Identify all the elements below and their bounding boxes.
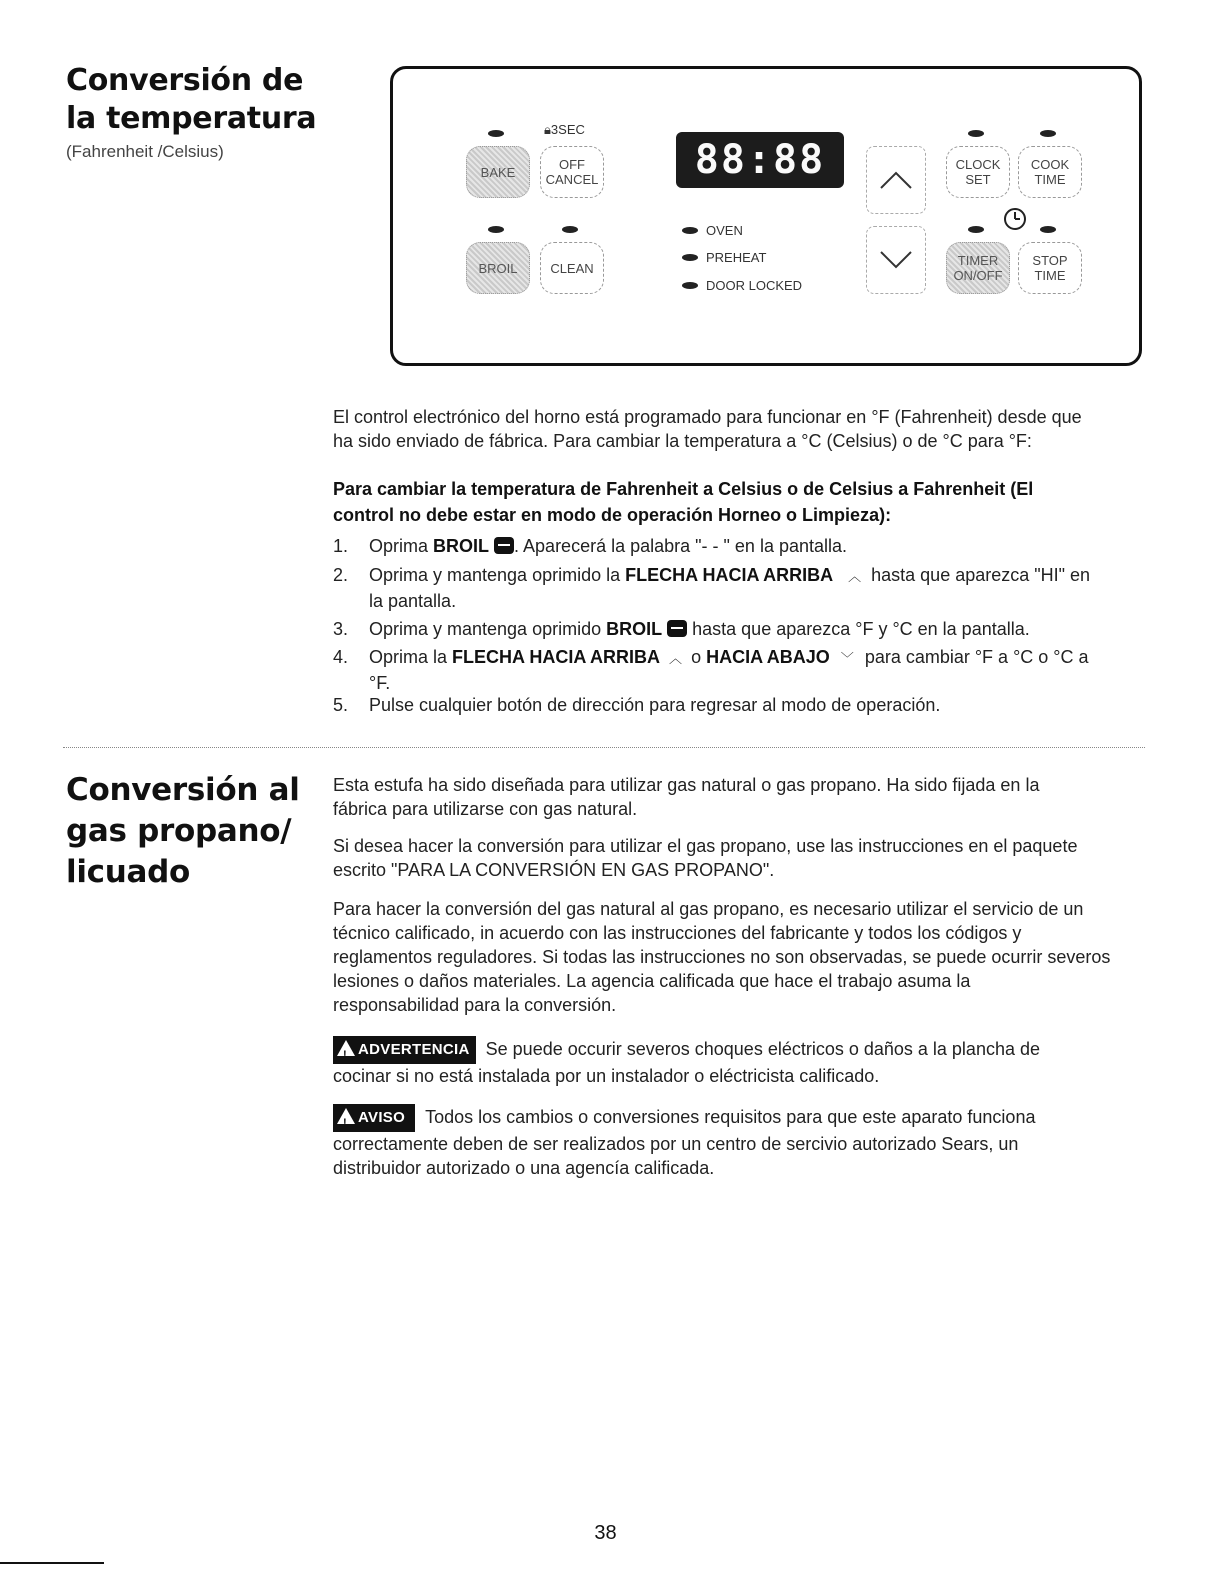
clean-indicator-led — [562, 226, 578, 233]
warning-badge: !ADVERTENCIA — [333, 1036, 476, 1064]
warning-block: !ADVERTENCIA Se puede occurir severos choques eléctricos o daños a la plancha de cocinar si no está instalada por un instalador o eléctricista calificado. — [333, 1036, 1143, 1088]
step-number: 3. — [333, 619, 349, 639]
step-2: 2. Oprima y mantenga oprimido la FLECHA HACIA ARRIBA ︿ hasta que aparezca "HI" en la pantalla. — [333, 565, 1091, 611]
stop-time-button[interactable]: STOP TIME — [1018, 242, 1082, 294]
propane-paragraph-2: Si desea hacer la conversión para utilizar el gas propano, use las instrucciones en el paquete escrito "PARA LA CONVERSIÓN EN GAS PROPANO". — [333, 836, 1078, 880]
intro-line: El control electrónico del horno está programado para funcionar en °F (Fahrenheit) desde que — [333, 407, 1082, 427]
status-oven: OVEN — [682, 223, 743, 238]
step-number: 2. — [333, 565, 349, 585]
clean-button[interactable]: CLEAN — [540, 242, 604, 294]
warning-triangle-icon — [337, 1108, 355, 1124]
timer-indicator-led — [968, 226, 984, 233]
title-line: la temperatura — [66, 101, 317, 136]
clock-icon — [1002, 206, 1028, 232]
status-door-locked: DOOR LOCKED — [682, 278, 802, 293]
title-line: licuado — [66, 854, 191, 890]
section-divider — [63, 747, 1145, 748]
digital-display: 88:88 — [676, 132, 844, 188]
intro-paragraph — [333, 405, 1133, 453]
down-arrow-button[interactable] — [866, 226, 926, 294]
section-title-temperature — [66, 62, 316, 138]
cook-time-button[interactable]: COOK TIME — [1018, 146, 1082, 198]
footer-rule — [0, 1562, 104, 1564]
title-line: gas propano/ — [66, 813, 292, 849]
clock-indicator-led — [968, 130, 984, 137]
section-title-propane — [66, 770, 300, 893]
section-subtitle: (Fahrenheit /Celsius) — [66, 142, 224, 161]
step-4: 4. Oprima la FLECHA HACIA ARRIBA ︿ o HACIA ABAJO ﹀ para cambiar °F a °C o °C a °F. — [333, 647, 1089, 693]
heading-line: Para cambiar la temperatura de Fahrenheit a Celsius o de Celsius a Fahrenheit (El — [333, 479, 1034, 499]
warning-triangle-icon — [337, 1040, 355, 1056]
broil-key-icon — [494, 537, 514, 554]
up-caret-icon: ︿ — [669, 651, 683, 666]
step-number: 4. — [333, 647, 349, 667]
step-1: 1. Oprima BROIL . Aparecerá la palabra "- - " en la pantalla. — [333, 536, 848, 556]
control-panel-illustration — [390, 66, 1142, 366]
heading-line: control no debe estar en modo de operación Horneo o Limpieza): — [333, 505, 892, 525]
procedure-heading — [333, 476, 1133, 528]
status-preheat: PREHEAT — [682, 250, 766, 265]
step-number: 5. — [333, 695, 349, 715]
cook-time-indicator-led — [1040, 130, 1056, 137]
timer-on-off-button[interactable]: TIMER ON/OFF — [946, 242, 1010, 294]
step-number: 1. — [333, 536, 349, 556]
notice-block: !AVISO Todos los cambios o conversiones requisitos para que este aparato funciona correctamente deben de ser realizados por un centro de sercivio autorizado Sears, un distribuidor autorizado o una agencía calificada. — [333, 1104, 1143, 1180]
down-arrow-icon — [878, 249, 914, 271]
lock-3sec-label: 🔒︎3SEC — [544, 122, 585, 137]
bake-indicator-led — [488, 130, 504, 137]
lock-icon: 🔒︎ — [544, 122, 551, 137]
preheat-led — [682, 254, 698, 261]
notice-badge: !AVISO — [333, 1104, 415, 1132]
up-caret-icon: ︿ — [848, 569, 862, 584]
broil-key-icon — [667, 620, 687, 637]
title-line: Conversión al — [66, 772, 300, 808]
bake-button[interactable]: BAKE — [466, 146, 530, 198]
step-5: 5. Pulse cualquier botón de dirección para regresar al modo de operación. — [333, 695, 941, 715]
down-caret-icon: ﹀ — [840, 651, 854, 666]
page-number: 38 — [594, 1522, 617, 1544]
propane-paragraph-3: Para hacer la conversión del gas natural al gas propano, es necesario utilizar el servicio de un técnico calificado, in acuerdo con las instrucciones del fabricante y todos los códigos y reglamentos reguladores. Si todas las instrucciones no son observadas, se puede ocurrir severos lesiones o daños materiales. La agencia calificada que hace el trabajo asuma la responsabilidad para la conversión. — [333, 899, 1111, 1015]
up-arrow-button[interactable] — [866, 146, 926, 214]
off-cancel-button[interactable]: OFF CANCEL — [540, 146, 604, 198]
title-line: Conversión de — [66, 63, 304, 98]
stop-time-indicator-led — [1040, 226, 1056, 233]
broil-button[interactable]: BROIL — [466, 242, 530, 294]
propane-paragraph-1: Esta estufa ha sido diseñada para utilizar gas natural o gas propano. Ha sido fijada en la fábrica para utilizarse con gas natural. — [333, 775, 1040, 819]
oven-led — [682, 227, 698, 234]
door-locked-led — [682, 282, 698, 289]
step-3: 3. Oprima y mantenga oprimido BROIL hasta que aparezca °F y °C en la pantalla. — [333, 619, 1030, 639]
intro-line: ha sido enviado de fábrica. Para cambiar la temperatura a °C (Celsius) o de °C para °F: — [333, 431, 1032, 451]
clock-set-button[interactable]: CLOCK SET — [946, 146, 1010, 198]
up-arrow-icon — [878, 169, 914, 191]
broil-indicator-led — [488, 226, 504, 233]
